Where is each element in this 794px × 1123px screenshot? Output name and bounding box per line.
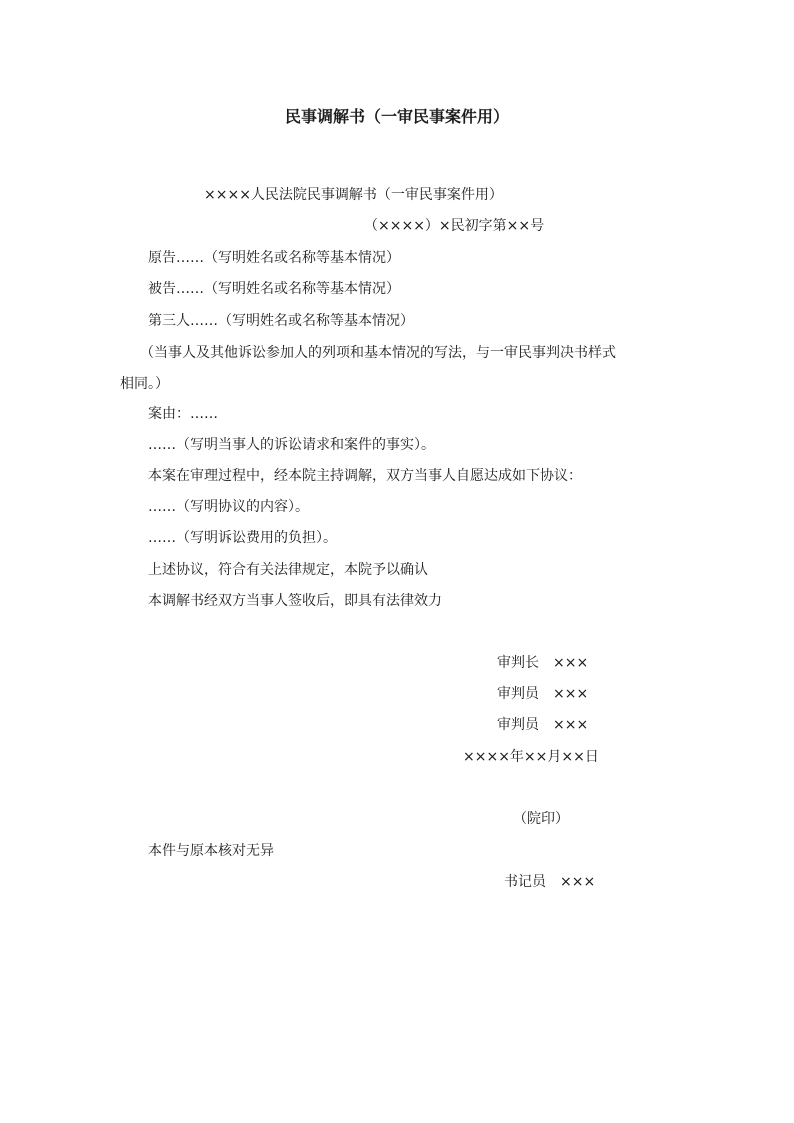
confirmation-line: 上述协议，符合有关法律规定，本院予以确认	[148, 562, 428, 578]
costs-line: ……（写明诉讼费用的负担）。	[148, 530, 337, 546]
mediation-intro: 本案在审理过程中，经本院主持调解，双方当事人自愿达成如下协议：	[148, 468, 582, 484]
note-line-2: 相同。）	[120, 376, 169, 392]
note-line-1: （当事人及其他诉讼参加人的列项和基本情况的写法，与一审民事判决书样式	[140, 345, 616, 361]
plaintiff-line: 原告……（写明姓名或名称等基本情况）	[148, 250, 400, 266]
presiding-judge-signature: 审判长 ×××	[497, 655, 589, 671]
third-party-line: 第三人……（写明姓名或名称等基本情况）	[148, 313, 414, 329]
court-heading: ××××人民法院民事调解书（一审民事案件用）	[204, 187, 503, 203]
agreement-line: ……（写明协议的内容）。	[148, 499, 309, 515]
judge-signature-2: 审判员 ×××	[497, 717, 589, 733]
document-title: 民事调解书（一审民事案件用）	[284, 107, 509, 126]
effect-line: 本调解书经双方当事人签收后，即具有法律效力	[148, 593, 442, 609]
verification-line: 本件与原本核对无异	[148, 843, 274, 859]
cause-line: 案由：……	[148, 406, 218, 422]
claims-line: ……（写明当事人的诉讼请求和案件的事实）。	[148, 437, 435, 453]
judge-signature-1: 审判员 ×××	[497, 686, 589, 702]
case-number: （××××）×民初字第××号	[364, 218, 545, 234]
defendant-line: 被告……（写明姓名或名称等基本情况）	[148, 281, 400, 297]
date-line: ××××年××月××日	[463, 749, 599, 765]
court-seal: （院印）	[513, 811, 569, 827]
clerk-signature: 书记员 ×××	[504, 874, 596, 890]
